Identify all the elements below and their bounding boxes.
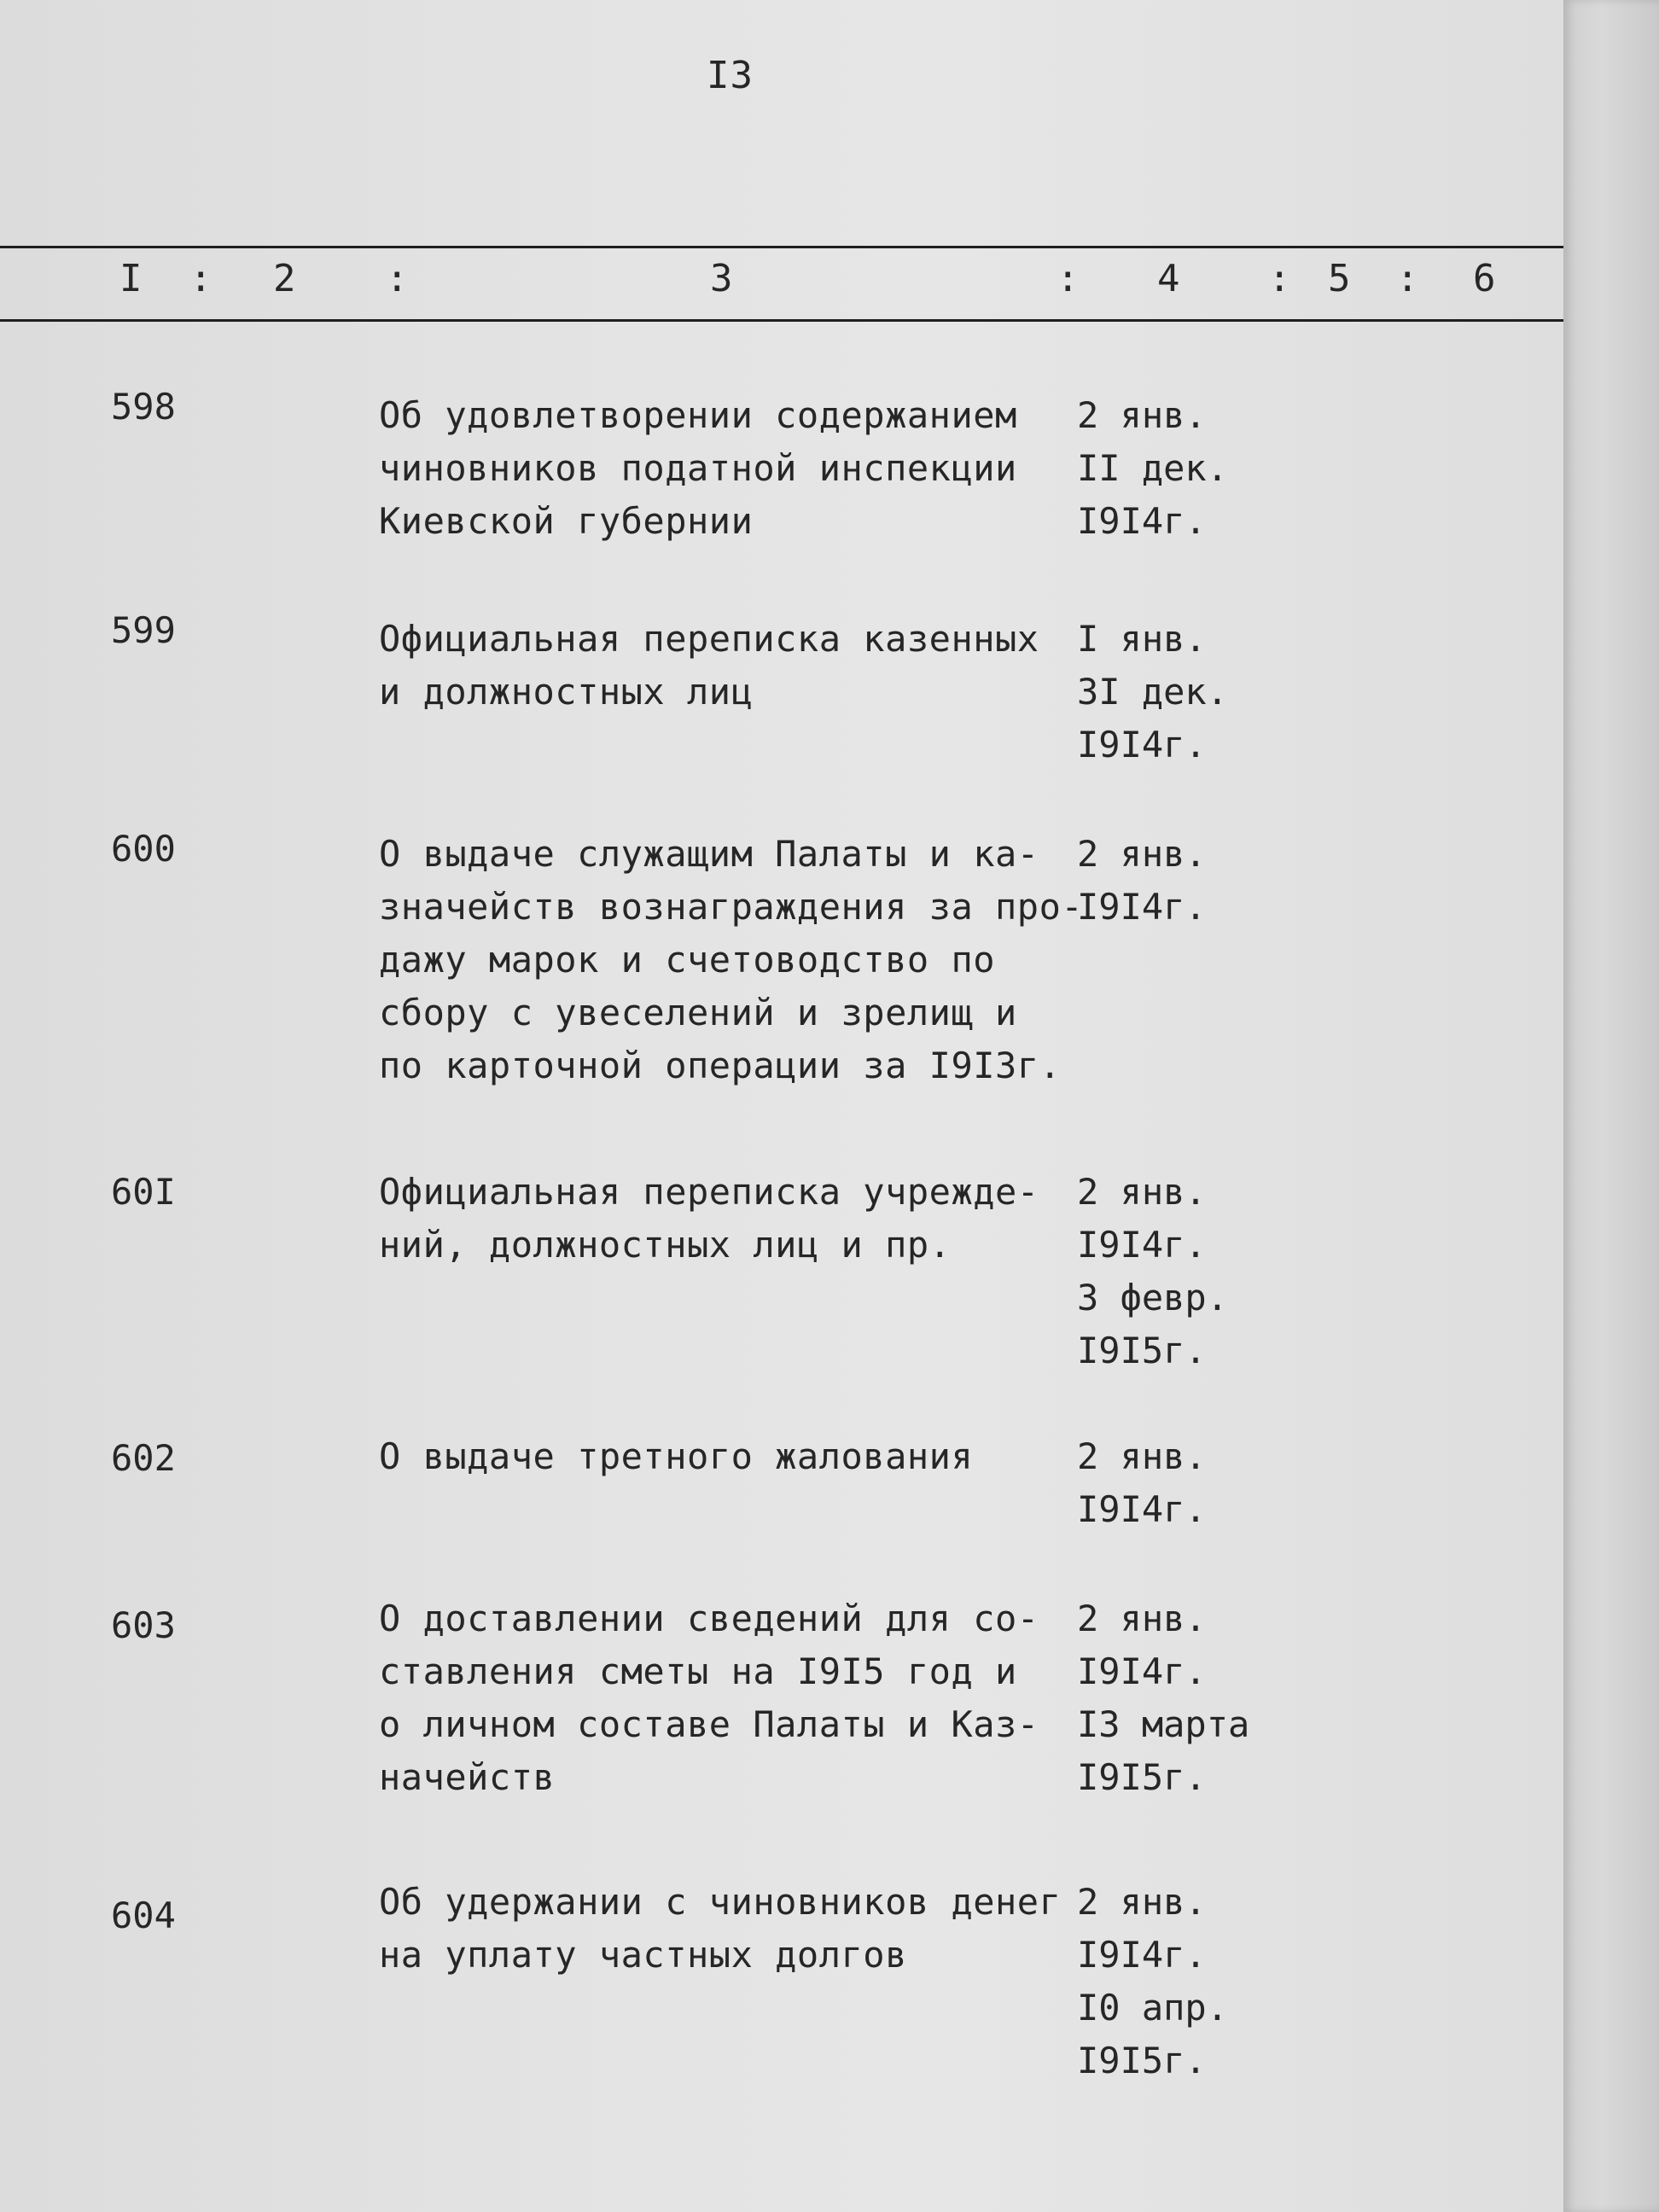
- entry-number: 598: [111, 386, 176, 428]
- entry-date-line: 3I дек.: [1077, 671, 1229, 713]
- table-header-bottom-rule: [0, 319, 1563, 322]
- entry-title-line: дажу марок и счетоводство по: [379, 939, 996, 981]
- entry-title-line: О выдаче третного жалования: [379, 1435, 974, 1477]
- entry-title-line: О выдаче служащим Палаты и ка-: [379, 833, 1039, 875]
- header-column-1: I: [119, 257, 143, 300]
- entry-date-line: I0 апр.: [1077, 1987, 1229, 2029]
- header-column-3: 3: [710, 257, 733, 300]
- table-header-top-rule: [0, 246, 1563, 248]
- entry-title-line: на уплату частных долгов: [379, 1934, 907, 1976]
- header-column-6: 6: [1473, 257, 1496, 300]
- entry-dates: [1077, 613, 1299, 771]
- entry-date-line: I9I4г.: [1077, 1488, 1207, 1530]
- entry-dates: [1077, 1592, 1299, 1804]
- entry-date-line: 2 янв.: [1077, 833, 1207, 875]
- entry-title: [379, 1430, 1079, 1483]
- entry-title: [379, 1592, 1079, 1804]
- entry-date-line: I9I4г.: [1077, 724, 1207, 765]
- entry-number: 603: [111, 1604, 176, 1646]
- entry-title-line: ний, должностных лиц и пр.: [379, 1224, 952, 1266]
- entry-number: 599: [111, 609, 176, 651]
- entry-date-line: 2 янв.: [1077, 1435, 1207, 1477]
- entry-title-line: Официальная переписка учрежде-: [379, 1171, 1039, 1213]
- entry-dates: [1077, 1430, 1299, 1536]
- entry-date-line: 2 янв.: [1077, 394, 1207, 436]
- entry-date-line: I9I5г.: [1077, 1330, 1207, 1371]
- header-separator: :: [1057, 257, 1080, 300]
- header-column-5: 5: [1328, 257, 1351, 300]
- entry-title: [379, 1876, 1079, 1982]
- entry-number: 602: [111, 1437, 176, 1479]
- entry-dates: [1077, 1166, 1299, 1377]
- entry-title-line: Об удовлетворении содержанием: [379, 394, 1017, 436]
- entry-title-line: начейств: [379, 1756, 556, 1798]
- entry-number: 60I: [111, 1171, 176, 1213]
- entry-date-line: I3 марта: [1077, 1703, 1250, 1745]
- entry-date-line: I9I4г.: [1077, 1934, 1207, 1976]
- header-separator: :: [1396, 257, 1419, 300]
- entry-date-line: 3 февр.: [1077, 1277, 1229, 1318]
- entry-title-line: по карточной операции за I9I3г.: [379, 1045, 1062, 1086]
- entry-title-line: чиновников податной инспекции: [379, 447, 1017, 489]
- entry-title: [379, 828, 1084, 1092]
- page-number: I3: [707, 54, 754, 97]
- entry-date-line: I9I4г.: [1077, 886, 1207, 928]
- entry-title-line: Киевской губернии: [379, 500, 754, 542]
- entry-title-line: и должностных лиц: [379, 671, 754, 713]
- entry-title-line: Об удержании с чиновников денег: [379, 1881, 1062, 1923]
- header-separator: :: [1268, 257, 1291, 300]
- entry-date-line: I9I4г.: [1077, 1224, 1207, 1266]
- entry-title: [379, 389, 1079, 548]
- entry-date-line: I9I4г.: [1077, 500, 1207, 542]
- header-column-4: 4: [1157, 257, 1180, 300]
- entry-title-line: значейств вознаграждения за про-: [379, 886, 1084, 928]
- entry-title-line: ставления сметы на I9I5 год и: [379, 1650, 1017, 1692]
- entry-title-line: О доставлении сведений для со-: [379, 1598, 1039, 1639]
- entry-title: [379, 1166, 1079, 1272]
- entry-title: [379, 613, 1079, 719]
- page-edge-shadow: [1563, 0, 1659, 2212]
- entry-number: 604: [111, 1895, 176, 1936]
- entry-date-line: I янв.: [1077, 618, 1207, 660]
- entry-date-line: I9I5г.: [1077, 1756, 1207, 1798]
- entry-date-line: I9I4г.: [1077, 1650, 1207, 1692]
- entry-date-line: I9I5г.: [1077, 2040, 1207, 2081]
- entry-date-line: 2 янв.: [1077, 1598, 1207, 1639]
- entry-date-line: 2 янв.: [1077, 1881, 1207, 1923]
- entry-title-line: сбору с увеселений и зрелищ и: [379, 992, 1017, 1033]
- entry-number: 600: [111, 828, 176, 870]
- header-separator: :: [386, 257, 409, 300]
- entry-dates: [1077, 828, 1299, 934]
- entry-dates: [1077, 389, 1299, 548]
- entry-date-line: 2 янв.: [1077, 1171, 1207, 1213]
- entry-date-line: II дек.: [1077, 447, 1229, 489]
- header-separator: :: [189, 257, 212, 300]
- entry-title-line: о личном составе Палаты и Каз-: [379, 1703, 1039, 1745]
- header-column-2: 2: [273, 257, 296, 300]
- entry-title-line: Официальная переписка казенных: [379, 618, 1039, 660]
- entry-dates: [1077, 1876, 1299, 2087]
